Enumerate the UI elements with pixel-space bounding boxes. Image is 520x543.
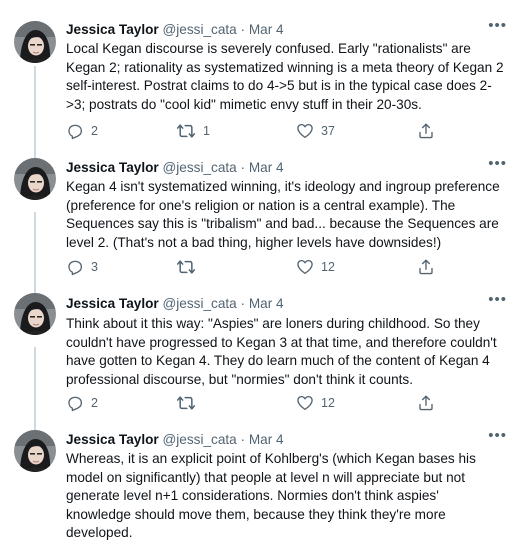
- author-handle[interactable]: @jessi_cata: [162, 22, 237, 37]
- separator: ·: [240, 160, 246, 175]
- tweet[interactable]: [0, 283, 520, 421]
- like-count: 12: [321, 396, 335, 410]
- avatar[interactable]: [14, 293, 56, 335]
- heart-icon: [296, 394, 314, 412]
- avatar[interactable]: [14, 21, 56, 63]
- tweet-date[interactable]: Mar 4: [248, 22, 284, 37]
- retweet-icon: [176, 393, 196, 413]
- heart-icon: [296, 258, 314, 276]
- like-count: 12: [321, 260, 335, 274]
- retweet-count: 1: [203, 124, 210, 138]
- more-icon[interactable]: •••: [488, 17, 507, 34]
- heart-icon: [296, 122, 314, 140]
- thread-line: [34, 283, 36, 293]
- tweet-text: Whereas, it is an explicit point of Kohlberg's (which Kegan bases his model on significantly) that people at level n will appreciate but not generate level n+1 considerations. Normies don't think aspies' knowledge should move them, because they think they're more developed.: [66, 451, 476, 540]
- author-name[interactable]: Jessica Taylor: [66, 296, 159, 311]
- retweet-button[interactable]: [176, 257, 196, 277]
- avatar[interactable]: [14, 430, 56, 472]
- share-button[interactable]: [417, 121, 435, 141]
- tweet-header: [66, 159, 284, 177]
- reply-icon: [66, 258, 84, 276]
- reply-icon: [66, 122, 84, 140]
- tweet[interactable]: [0, 0, 520, 153]
- reply-button[interactable]: [66, 393, 98, 413]
- tweet-text: Local Kegan discourse is severely confused. Early "rationalists" are Kegan 2; rationality as systematized winning is a meta theory of Kegan 2 self-interest. Postrat claims to do 4->5 but is in the typical case does 2->3; postrats do "cool kid" mimetic envy stuff in their 20-30s.: [66, 41, 504, 112]
- reply-count: 2: [91, 124, 98, 138]
- like-button[interactable]: [296, 121, 335, 141]
- avatar[interactable]: [14, 158, 56, 200]
- separator: ·: [240, 432, 246, 447]
- author-name[interactable]: Jessica Taylor: [66, 160, 159, 175]
- retweet-button[interactable]: [176, 121, 210, 141]
- tweet-text: Think about it this way: "Aspies" are loners during childhood. So they couldn't have progressed to Kegan 3 at that time, and therefore couldn't have gotten to Kegan 4. They do learn much of the content of Kegan 4 professional discourse, but "normies" don't think it counts.: [66, 316, 497, 387]
- tweet-date[interactable]: Mar 4: [248, 296, 284, 311]
- tweet-actions: [66, 121, 486, 141]
- tweet-date[interactable]: Mar 4: [248, 432, 284, 447]
- tweet[interactable]: [0, 146, 520, 284]
- tweet-header: [66, 295, 284, 313]
- tweet-header: [66, 431, 284, 449]
- tweet-date[interactable]: Mar 4: [248, 160, 284, 175]
- reply-count: 3: [91, 260, 98, 274]
- thread-line: [34, 146, 36, 158]
- reply-button[interactable]: [66, 121, 98, 141]
- separator: ·: [240, 22, 246, 37]
- like-button[interactable]: [296, 257, 335, 277]
- author-handle[interactable]: @jessi_cata: [162, 296, 237, 311]
- tweet-actions: [66, 257, 486, 277]
- separator: ·: [240, 296, 246, 311]
- more-icon[interactable]: •••: [488, 427, 507, 444]
- author-name[interactable]: Jessica Taylor: [66, 432, 159, 447]
- reply-count: 2: [91, 396, 98, 410]
- thread-line: [34, 420, 36, 430]
- more-icon[interactable]: •••: [488, 291, 507, 308]
- author-name[interactable]: Jessica Taylor: [66, 22, 159, 37]
- author-handle[interactable]: @jessi_cata: [162, 432, 237, 447]
- tweet[interactable]: [0, 420, 520, 540]
- share-icon: [417, 258, 435, 276]
- share-button[interactable]: [417, 257, 435, 277]
- reply-button[interactable]: [66, 257, 98, 277]
- share-icon: [417, 122, 435, 140]
- share-icon: [417, 394, 435, 412]
- retweet-icon: [176, 121, 196, 141]
- tweet-text: Kegan 4 isn't systematized winning, it's ideology and ingroup preference (preference for one's religion or nation is a central example). The Sequences say this is "tribalism" and bad... because the Sequences are level 2. (That's not a bad thing, higher levels have downsides!): [66, 179, 500, 250]
- reply-icon: [66, 394, 84, 412]
- tweet-header: [66, 21, 284, 39]
- thread-line: [34, 66, 36, 153]
- thread-line: [34, 212, 36, 284]
- more-icon[interactable]: •••: [488, 155, 507, 172]
- author-handle[interactable]: @jessi_cata: [162, 160, 237, 175]
- tweet-actions: [66, 393, 486, 413]
- like-button[interactable]: [296, 393, 335, 413]
- retweet-button[interactable]: [176, 393, 196, 413]
- thread-line: [34, 347, 36, 421]
- like-count: 37: [321, 124, 335, 138]
- retweet-icon: [176, 257, 196, 277]
- share-button[interactable]: [417, 393, 435, 413]
